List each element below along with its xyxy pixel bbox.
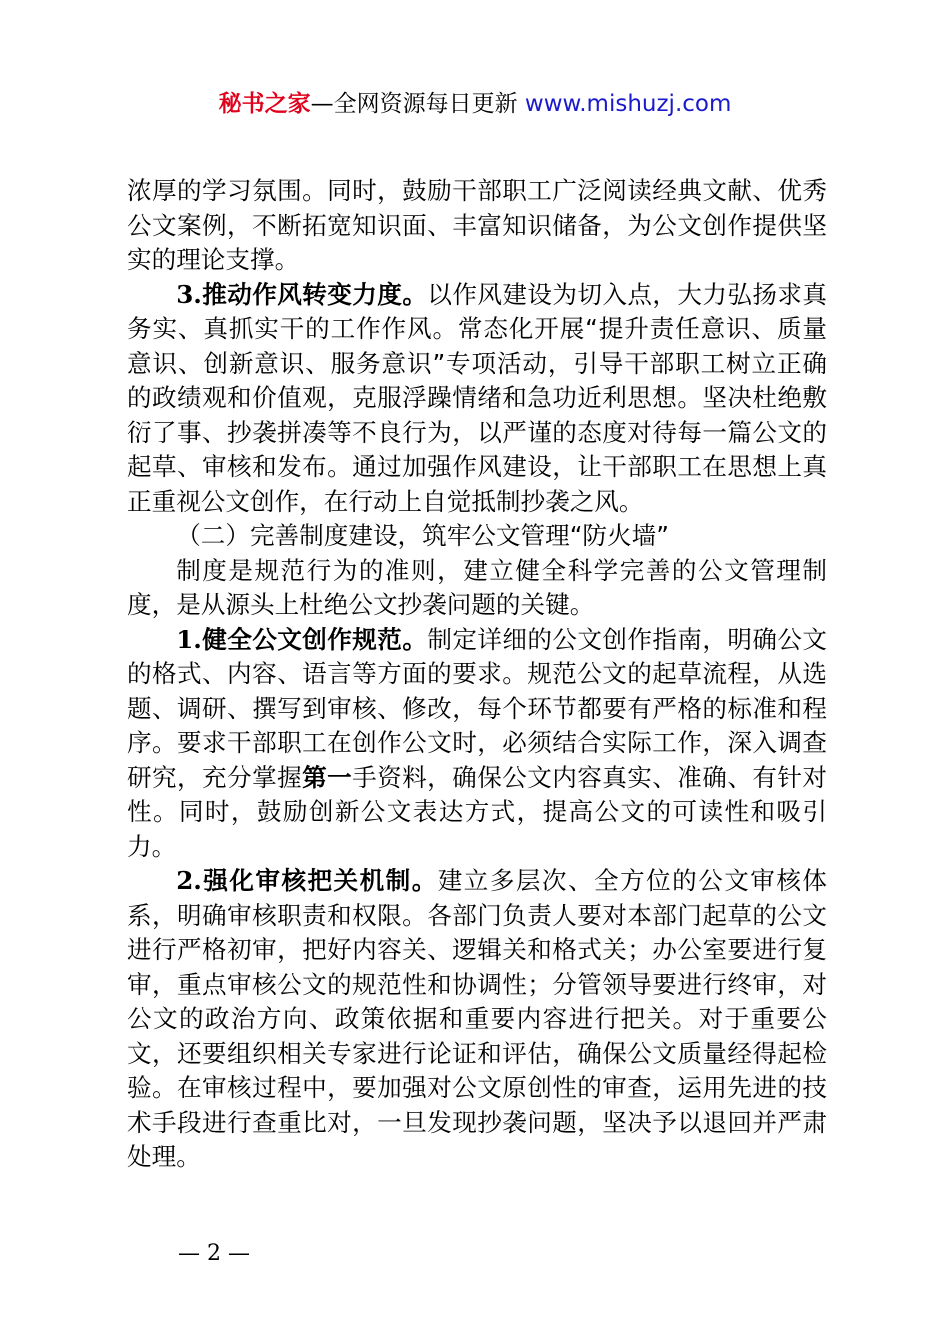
item-body: 手资料，确保公文内容真实、准确、有针对性。同时，鼓励创新公文表达方式，提高公文的可读性和吸引力。 — [127, 762, 827, 861]
site-tagline: —全网资源每日更新 — [310, 91, 518, 117]
item-number: 1. — [176, 624, 202, 654]
paragraph-review-mechanism — [127, 864, 827, 1175]
item-number: 3. — [176, 279, 202, 309]
item-number: 2. — [176, 866, 202, 895]
site-url-link[interactable]: www.mishuzj.com — [524, 91, 732, 117]
site-brand: 秘书之家 — [218, 91, 311, 117]
paragraph-style-improvement — [127, 278, 827, 520]
item-heading: 健全公文创作规范。 — [201, 624, 428, 654]
item-heading: 强化审核把关机制。 — [201, 866, 438, 895]
paragraph-system-intro: 制度是规范行为的准则，建立健全科学完善的公文管理制度，是从源头上杜绝公文抄袭问题的关键。 — [127, 555, 827, 619]
section-heading: （二）完善制度建设，筑牢公文管理“防火墙” — [176, 521, 669, 550]
paragraph-writing-norms — [127, 623, 827, 865]
item-body: 建立多层次、全方位的公文审核体系，明确审核职责和权限。各部门负责人要对本部门起草的公文进行严格初审，把好内容关、逻辑关和格式关；办公室要进行复审，重点审核公文的规范性和协调性；分管领导要进行终审，对公文的政治方向、政策依据和重要内容进行把关。对于重要公文，还要组织相关专家进行论证和评估，确保公文质量经得起检验。在审核过程中，要加强对公文原创性的审查，运用先进的技术手段进行查重比对，一旦发现抄袭问题，坚决予以退回并严肃处理。 — [127, 866, 827, 1171]
paragraph-continuation: 浓厚的学习氛围。同时，鼓励干部职工广泛阅读经典文献、优秀公文案例，不断拓宽知识面、丰富知识储备，为公文创作提供坚实的理论支撑。 — [127, 176, 827, 274]
item-heading: 推动作风转变力度。 — [201, 279, 428, 309]
document-body — [127, 174, 827, 1175]
item-body: 制定详细的公文创作指南，明确公文的格式、内容、语言等方面的要求。规范公文的起草流程，从选题、调研、撰写到审核、修改，每个环节都要有严格的标准和程序。要求干部职工在创作公文时，必须结合实际工作，深入调查研究，充分掌握 — [127, 624, 827, 792]
page-number: — 2 — — [178, 1241, 250, 1266]
item-body-emphasis: 第一 — [302, 762, 353, 792]
item-body: 以作风建设为切入点，大力弘扬求真务实、真抓实干的工作作风。常态化开展“提升责任意识、质量意识、创新意识、服务意识”专项活动，引导干部职工树立正确的政绩观和价值观，克服浮躁情绪和急功近利思想。坚决杜绝敷衍了事、抄袭拼凑等不良行为，以严谨的态度对待每一篇公文的起草、审核和发布。通过加强作风建设，让干部职工在思想上真正重视公文创作，在行动上自觉抵制抄袭之风。 — [127, 279, 827, 516]
site-header — [0, 88, 950, 120]
